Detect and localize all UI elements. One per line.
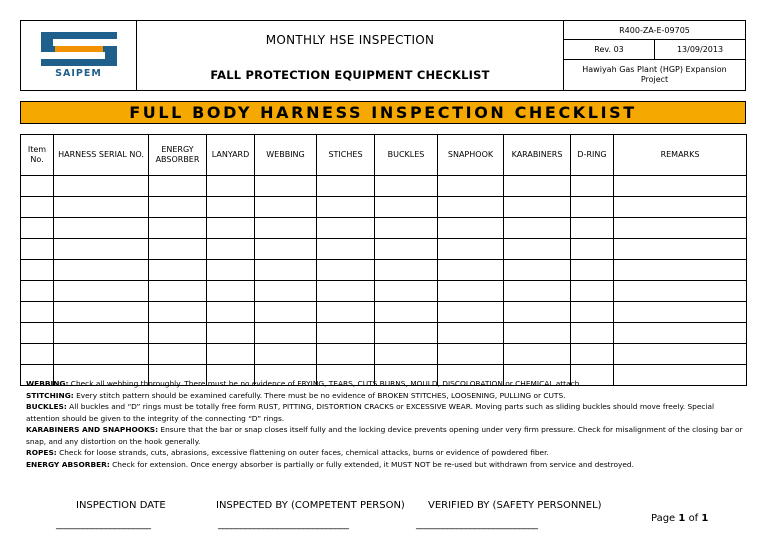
table-cell[interactable] — [571, 323, 614, 344]
inspection-notes — [26, 378, 748, 470]
inspected-by-block — [216, 500, 405, 530]
table-cell[interactable] — [317, 323, 375, 344]
table-cell[interactable] — [438, 302, 504, 323]
table-cell[interactable] — [54, 302, 149, 323]
table-cell[interactable] — [149, 239, 207, 260]
table-cell[interactable] — [54, 323, 149, 344]
table-row — [21, 302, 747, 323]
column-header-snaphook: SNAPHOOK — [438, 135, 504, 176]
table-cell[interactable] — [571, 176, 614, 197]
table-cell[interactable] — [207, 176, 255, 197]
table-body — [21, 176, 747, 386]
note-label: KARABINERS AND SNAPHOOKS: — [26, 425, 159, 434]
table-cell[interactable] — [438, 197, 504, 218]
note-text: Check all webbing thoroughly. There must be no evidence of FRYING, TEARS, CUTS BURNS, MOULD, DISCOLORATION or CHEMICAL attach. — [68, 379, 582, 388]
table-cell[interactable] — [614, 281, 747, 302]
table-cell[interactable] — [614, 260, 747, 281]
table-cell[interactable] — [375, 323, 438, 344]
table-row — [21, 197, 747, 218]
table-cell[interactable] — [149, 260, 207, 281]
table-cell[interactable] — [21, 239, 54, 260]
table-cell[interactable] — [21, 260, 54, 281]
table-cell[interactable] — [571, 239, 614, 260]
form-title: FALL PROTECTION EQUIPMENT CHECKLIST — [210, 67, 490, 82]
page-of: of — [688, 513, 699, 524]
page-indicator — [651, 513, 708, 524]
revision-date: 13/09/2013 — [676, 45, 724, 54]
document-code: R400-ZA-E-09705 — [564, 21, 745, 40]
table-cell[interactable] — [207, 344, 255, 365]
table-cell[interactable] — [255, 323, 317, 344]
page-word: Page — [651, 513, 676, 524]
table-cell[interactable] — [504, 344, 571, 365]
table-cell[interactable] — [438, 344, 504, 365]
table-cell[interactable] — [504, 239, 571, 260]
page-current: 1 — [678, 513, 686, 524]
table-cell[interactable] — [207, 302, 255, 323]
table-cell[interactable] — [255, 281, 317, 302]
page-total: 1 — [701, 513, 709, 524]
table-cell[interactable] — [207, 323, 255, 344]
table-cell[interactable] — [614, 302, 747, 323]
note-text: Check for extension. Once energy absorber is partially or fully extended, it MUST NOT be re-used but withdrawn from service and destroyed. — [109, 459, 634, 469]
logo-text: SAIPEM — [55, 68, 102, 79]
table-cell[interactable] — [504, 218, 571, 239]
table-cell[interactable] — [375, 218, 438, 239]
table-cell[interactable] — [375, 344, 438, 365]
table-cell[interactable] — [21, 302, 54, 323]
table-cell[interactable] — [255, 218, 317, 239]
table-cell[interactable] — [571, 260, 614, 281]
table-cell[interactable] — [438, 281, 504, 302]
note-label: ENERGY ABSORBER: — [26, 459, 110, 469]
table-cell[interactable] — [438, 323, 504, 344]
table-cell[interactable] — [255, 176, 317, 197]
table-cell[interactable] — [375, 176, 438, 197]
column-header-stiches: STICHES — [317, 135, 375, 176]
table-cell[interactable] — [21, 281, 54, 302]
table-cell[interactable] — [504, 323, 571, 344]
table-cell[interactable] — [571, 197, 614, 218]
revision-number: Rev. 03 — [564, 40, 655, 59]
column-header-remarks: REMARKS — [614, 135, 747, 176]
table-cell[interactable] — [21, 197, 54, 218]
table-cell[interactable] — [54, 260, 149, 281]
table-cell[interactable] — [614, 239, 747, 260]
inspection-table — [20, 134, 747, 386]
table-cell[interactable] — [21, 344, 54, 365]
note-buckles — [26, 401, 748, 424]
table-cell[interactable] — [317, 197, 375, 218]
table-row — [21, 281, 747, 302]
note-text: Check for loose strands, cuts, abrasions, excessive flattening on outer faces, chemical attacks, burns or evidence of powdered fiber. — [56, 448, 549, 457]
table-cell[interactable] — [614, 323, 747, 344]
column-header-harness-serial: HARNESS SERIAL NO. — [54, 135, 149, 176]
table-cell[interactable] — [375, 302, 438, 323]
table-cell[interactable] — [504, 260, 571, 281]
note-label: ROPES: — [26, 448, 57, 457]
table-cell[interactable] — [504, 281, 571, 302]
verified-by-line: ___________________________ — [416, 519, 538, 530]
table-cell[interactable] — [317, 260, 375, 281]
table-cell[interactable] — [255, 239, 317, 260]
table-row — [21, 176, 747, 197]
column-header-energy-absorber: ENERGY ABSORBER — [149, 135, 207, 176]
note-karabiners — [26, 424, 748, 447]
table-cell[interactable] — [504, 302, 571, 323]
inspection-date-line: _____________________ — [56, 519, 151, 530]
table-cell[interactable] — [375, 239, 438, 260]
table-cell[interactable] — [438, 239, 504, 260]
table-cell[interactable] — [317, 281, 375, 302]
note-stitching — [26, 390, 748, 402]
verified-by-block — [416, 500, 602, 530]
table-row — [21, 323, 747, 344]
table-cell[interactable] — [571, 302, 614, 323]
table-cell[interactable] — [614, 218, 747, 239]
note-energy-absorber — [26, 459, 748, 471]
inspection-date-label: INSPECTION DATE — [76, 500, 166, 511]
table-cell[interactable] — [504, 176, 571, 197]
note-webbing — [26, 378, 748, 390]
table-cell[interactable] — [375, 281, 438, 302]
table-cell[interactable] — [149, 197, 207, 218]
table-cell[interactable] — [54, 344, 149, 365]
table-cell[interactable] — [255, 344, 317, 365]
column-header-item-no: Item No. — [21, 135, 54, 176]
table-cell[interactable] — [438, 218, 504, 239]
note-text: Every stitch pattern should be examined carefully. There must be no evidence of BROKEN STITCHES, LOOSENING, PULLING or CUTS. — [73, 390, 566, 400]
table-cell[interactable] — [375, 260, 438, 281]
table-cell[interactable] — [375, 197, 438, 218]
table-cell[interactable] — [149, 218, 207, 239]
revision-row — [564, 40, 745, 60]
table-cell[interactable] — [149, 323, 207, 344]
title-cell — [137, 21, 564, 90]
table-cell[interactable] — [54, 176, 149, 197]
table-cell[interactable] — [149, 344, 207, 365]
table-cell[interactable] — [317, 239, 375, 260]
checklist-banner: FULL BODY HARNESS INSPECTION CHECKLIST — [20, 101, 746, 124]
table-cell[interactable] — [317, 302, 375, 323]
table-cell[interactable] — [207, 218, 255, 239]
document-info — [564, 21, 745, 90]
project-name: Hawiyah Gas Plant (HGP) Expansion Project — [582, 65, 727, 84]
table-row — [21, 239, 747, 260]
column-header-karabiners: KARABINERS — [504, 135, 571, 176]
saipem-logo-icon — [41, 32, 117, 66]
table-cell[interactable] — [54, 281, 149, 302]
table-cell[interactable] — [207, 281, 255, 302]
table-cell[interactable] — [614, 176, 747, 197]
table-cell[interactable] — [149, 176, 207, 197]
table-cell[interactable] — [54, 239, 149, 260]
table-cell[interactable] — [438, 176, 504, 197]
table-cell[interactable] — [21, 176, 54, 197]
note-label: STITCHING: — [26, 390, 74, 400]
table-cell[interactable] — [207, 260, 255, 281]
table-cell[interactable] — [207, 239, 255, 260]
verified-by-label: VERIFIED BY (SAFETY PERSONNEL) — [428, 500, 602, 511]
note-label: WEBBING: — [26, 379, 69, 388]
column-header-webbing: WEBBING — [255, 135, 317, 176]
table-cell[interactable] — [255, 197, 317, 218]
table-cell[interactable] — [54, 218, 149, 239]
table-cell[interactable] — [614, 344, 747, 365]
note-text: Ensure that the bar or snap closes itself fully and the locking device prevents opening under very firm pressure. Check for misalignment of the closing bar or snap, and any distortion on the hook generally. — [26, 425, 743, 446]
table-header-row — [21, 135, 747, 176]
column-header-buckles: BUCKLES — [375, 135, 438, 176]
table-cell[interactable] — [317, 344, 375, 365]
note-text: All buckles and “D” rings must be totally free form RUST, PITTING, DISTORTION CRACKS or EXCESSIVE WEAR. Moving parts such as sliding buckles should move freely. Special attention should be given to the integrity of the connecting “D” rings. — [26, 402, 715, 423]
table-cell[interactable] — [255, 260, 317, 281]
table-cell[interactable] — [438, 260, 504, 281]
table-cell[interactable] — [54, 197, 149, 218]
note-ropes — [26, 447, 748, 459]
table-cell[interactable] — [317, 218, 375, 239]
table-cell[interactable] — [149, 302, 207, 323]
table-cell[interactable] — [149, 281, 207, 302]
form-category-title: MONTHLY HSE INSPECTION — [265, 33, 435, 47]
table-cell[interactable] — [571, 344, 614, 365]
logo-cell — [21, 21, 137, 90]
inspected-by-line: _____________________________ — [218, 519, 349, 530]
table-cell[interactable] — [207, 197, 255, 218]
column-header-lanyard: LANYARD — [207, 135, 255, 176]
inspection-date-block — [56, 500, 166, 530]
note-label: BUCKLES: — [26, 402, 67, 411]
table-cell[interactable] — [504, 197, 571, 218]
table-cell[interactable] — [614, 197, 747, 218]
table-cell[interactable] — [571, 218, 614, 239]
document-header — [20, 20, 746, 91]
table-row — [21, 260, 747, 281]
table-cell[interactable] — [21, 218, 54, 239]
table-row — [21, 218, 747, 239]
inspected-by-label: INSPECTED BY (COMPETENT PERSON) — [216, 500, 405, 511]
table-cell[interactable] — [255, 302, 317, 323]
table-cell[interactable] — [21, 323, 54, 344]
table-row — [21, 344, 747, 365]
table-cell[interactable] — [317, 176, 375, 197]
table-cell[interactable] — [571, 281, 614, 302]
column-header-d-ring: D-RING — [571, 135, 614, 176]
